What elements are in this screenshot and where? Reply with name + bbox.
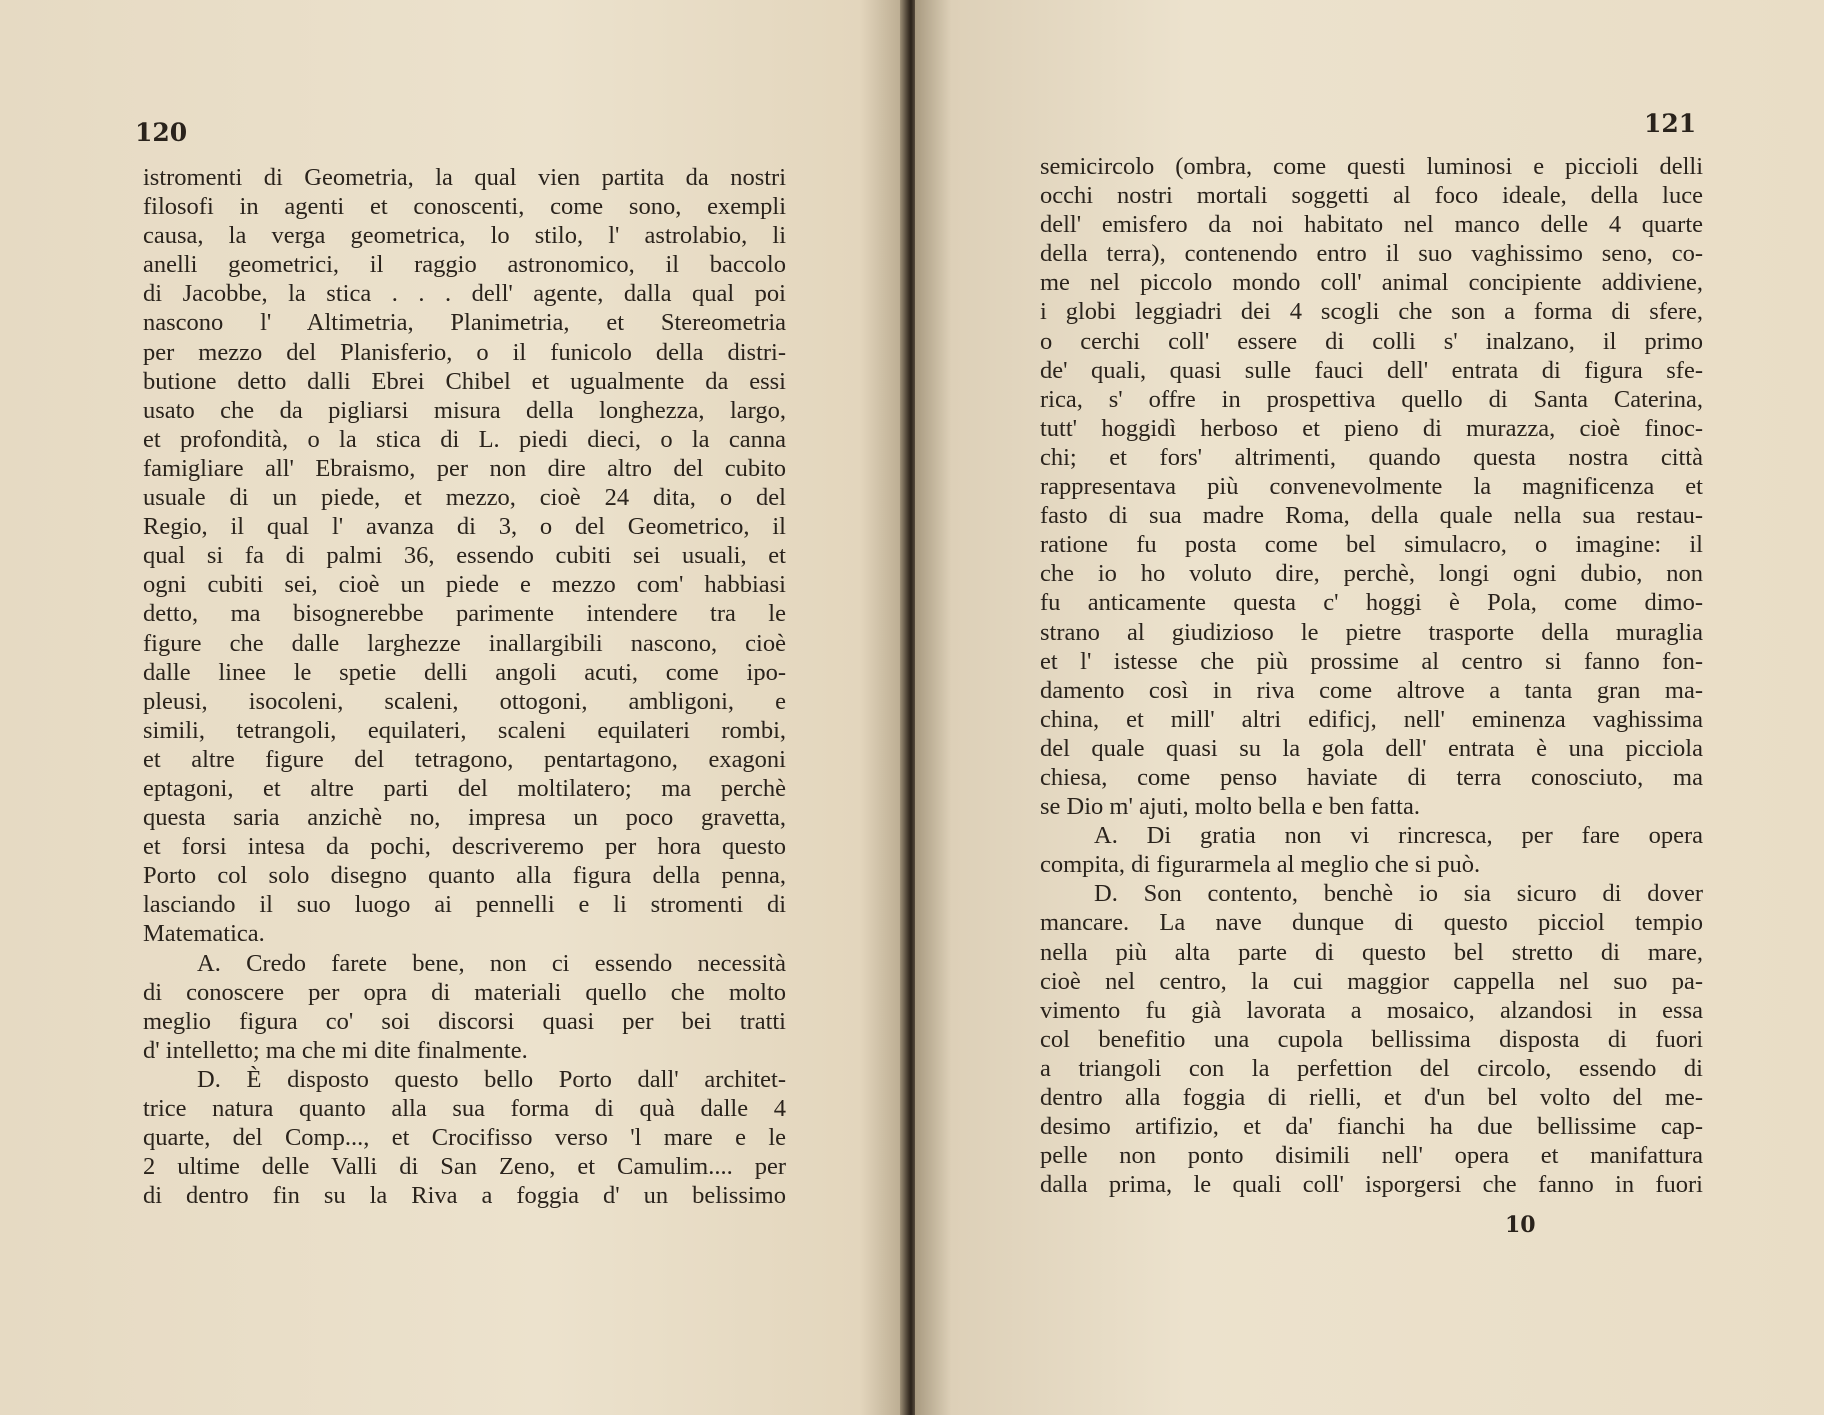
- text-line: dalla prima, le quali coll' isporgersi che fanno in fuori: [1040, 1171, 1703, 1199]
- text-line: quarte, del Comp..., et Crocifisso verso 'l mare e le: [143, 1124, 786, 1152]
- text-line: 2 ultime delle Valli di San Zeno, et Camulim.... per: [143, 1153, 786, 1181]
- text-line: vimento fu già lavorata a mosaico, alzandosi in essa: [1040, 996, 1703, 1024]
- text-line: cioè nel centro, la cui maggior cappella nel suo pa-: [1040, 967, 1703, 995]
- text-line: et altre figure del tetragono, pentartagono, exagoni: [143, 745, 786, 773]
- text-line: semicircolo (ombra, come questi luminosi e piccioli delli: [1040, 153, 1703, 180]
- text-line: dentro alla foggia di rielli, et d'un bel volto del me-: [1040, 1084, 1703, 1111]
- text-line: me nel piccolo mondo coll' animal concipiente addiviene,: [1040, 269, 1703, 297]
- text-line: pleusi, isocoleni, scaleni, ottogoni, ambligoni, e: [143, 687, 786, 715]
- text-line: di Jacobbe, la stica . . . dell' agente, dalla qual poi: [143, 280, 786, 308]
- text-line: lasciando il suo luogo ai pennelli e li stromenti di: [143, 891, 786, 919]
- text-line: rica, s' offre in prospettiva quello di Santa Caterina,: [1040, 385, 1703, 413]
- right-page: [915, 0, 1824, 1415]
- text-line: butione detto dalli Ebrei Chibel et ugualmente da essi: [143, 367, 786, 395]
- text-line: desimo artifizio, et da' fianchi ha due bellissime cap-: [1040, 1113, 1703, 1141]
- text-line: et l' istesse che più prossime al centro si fanno fon-: [1040, 647, 1703, 675]
- text-line: meglio figura co' soi discorsi quasi per bei tratti: [143, 1007, 786, 1035]
- text-line: mancare. La nave dunque di questo picciol tempio: [1040, 909, 1703, 937]
- page-body-text: [1040, 152, 1703, 1199]
- page-body-text: [143, 163, 786, 1210]
- text-line: di dentro fin su la Riva a foggia d' un belissimo: [143, 1182, 786, 1210]
- page-number: 121: [1644, 109, 1697, 138]
- text-line: ogni cubiti sei, cioè un piede e mezzo com' habbiasi: [143, 571, 786, 599]
- text-line: dalle linee le spetie delli angoli acuti, come ipo-: [143, 658, 786, 686]
- text-line: Regio, il qual l' avanza di 3, o del Geometrico, il: [143, 513, 786, 541]
- text-line: pelle non ponto disimili nell' opera et manifattura: [1040, 1142, 1703, 1170]
- text-line: chiesa, come penso haviate di terra conosciuto, ma: [1040, 763, 1703, 791]
- text-line: china, et mill' altri edificj, nell' eminenza vaghissima: [1040, 705, 1703, 733]
- text-line: usuale di un piede, et mezzo, cioè 24 dita, o del: [143, 484, 786, 512]
- dialogue-line: A. Di gratia non vi rincresca, per fare opera: [1094, 822, 1703, 850]
- text-line: et forsi intesa da pochi, descriveremo per hora questo: [143, 833, 786, 861]
- text-line: col benefitio una cupola bellissima disposta di fuori: [1040, 1025, 1703, 1053]
- text-line: qual si fa di palmi 36, essendo cubiti sei usuali, et: [143, 542, 786, 570]
- text-line: tutt' hoggidì herboso et pieno di murazza, cioè finoc-: [1040, 414, 1703, 442]
- text-line: istromenti di Geometria, la qual vien partita da nostri: [143, 164, 786, 191]
- text-line: della terra), contenendo entro il suo vaghissimo seno, co-: [1040, 240, 1703, 268]
- text-line: causa, la verga geometrica, lo stilo, l' astrolabio, li: [143, 222, 786, 250]
- text-line: occhi nostri mortali soggetti al foco ideale, della luce: [1040, 182, 1703, 210]
- text-line: a triangoli con la perfettion del circolo, essendo di: [1040, 1054, 1703, 1082]
- text-line: nella più alta parte di questo bel stretto di mare,: [1040, 938, 1703, 966]
- text-line: de' quali, quasi sulle fauci dell' entrata di figura sfe-: [1040, 356, 1703, 384]
- dialogue-line: D. Son contento, benchè io sia sicuro di dover: [1094, 880, 1703, 908]
- text-line: del quale quasi su la gola dell' entrata è una picciola: [1040, 734, 1703, 762]
- text-line: i globi leggiadri dei 4 scogli che son a forma di sfere,: [1040, 298, 1703, 326]
- text-line: usato che da pigliarsi misura della longhezza, largo,: [143, 396, 786, 424]
- text-line: eptagoni, et altre parti del moltilatero; ma perchè: [143, 774, 786, 802]
- text-line: filosofi in agenti et conoscenti, come sono, exempli: [143, 193, 786, 221]
- text-line: strano al giudizioso le pietre trasporte della muraglia: [1040, 618, 1703, 646]
- text-line: ratione fu posta come bel simulacro, o imagine: il: [1040, 531, 1703, 559]
- text-line: et profondità, o la stica di L. piedi dieci, o la canna: [143, 425, 786, 453]
- text-line: chi; et fors' altrimenti, quando questa nostra città: [1040, 443, 1703, 471]
- signature-mark: 10: [1505, 1212, 1536, 1238]
- text-line: trice natura quanto alla sua forma di quà dalle 4: [143, 1095, 786, 1122]
- text-line: Matematica.: [143, 920, 265, 948]
- text-line: detto, ma bisognerebbe parimente intendere tra le: [143, 600, 786, 628]
- dialogue-line: A. Credo farete bene, non ci essendo necessità: [197, 949, 786, 977]
- text-line: damento così in riva come altrove a tanta gran ma-: [1040, 676, 1703, 704]
- dialogue-line: D. È disposto questo bello Porto dall' architet-: [197, 1065, 786, 1093]
- page-number: 120: [135, 118, 188, 147]
- text-line: per mezzo del Planisferio, o il funicolo della distri-: [143, 338, 786, 366]
- text-line: di conoscere per opra di materiali quello che molto: [143, 978, 786, 1006]
- text-line: compita, di figurarmela al meglio che si può.: [1040, 851, 1481, 879]
- text-line: o cerchi coll' essere di colli s' inalzano, il primo: [1040, 327, 1703, 355]
- text-line: nascono l' Altimetria, Planimetria, et Stereometria: [143, 309, 786, 337]
- text-line: dell' emisfero da noi habitato nel manco delle 4 quarte: [1040, 211, 1703, 239]
- text-line: se Dio m' ajuti, molto bella e ben fatta.: [1040, 793, 1420, 821]
- text-line: rappresentava più convenevolmente la magnificenza et: [1040, 473, 1703, 501]
- text-line: che io ho voluto dire, perchè, longi ogni dubio, non: [1040, 560, 1703, 588]
- left-page: [0, 0, 905, 1415]
- text-line: anelli geometrici, il raggio astronomico, il baccolo: [143, 251, 786, 279]
- text-line: questa saria anzichè no, impresa un poco gravetta,: [143, 804, 786, 832]
- text-line: figure che dalle larghezze inallargibili nascono, cioè: [143, 629, 786, 657]
- text-line: famigliare all' Ebraismo, per non dire altro del cubito: [143, 454, 786, 482]
- text-line: simili, tetrangoli, equilateri, scaleni equilateri rombi,: [143, 716, 786, 744]
- text-line: fasto di sua madre Roma, della quale nella sua restau-: [1040, 502, 1703, 530]
- text-line: d' intelletto; ma che mi dite finalmente.: [143, 1036, 528, 1064]
- text-line: fu anticamente questa c' hoggi è Pola, come dimo-: [1040, 589, 1703, 617]
- text-line: Porto col solo disegno quanto alla figura della penna,: [143, 862, 786, 890]
